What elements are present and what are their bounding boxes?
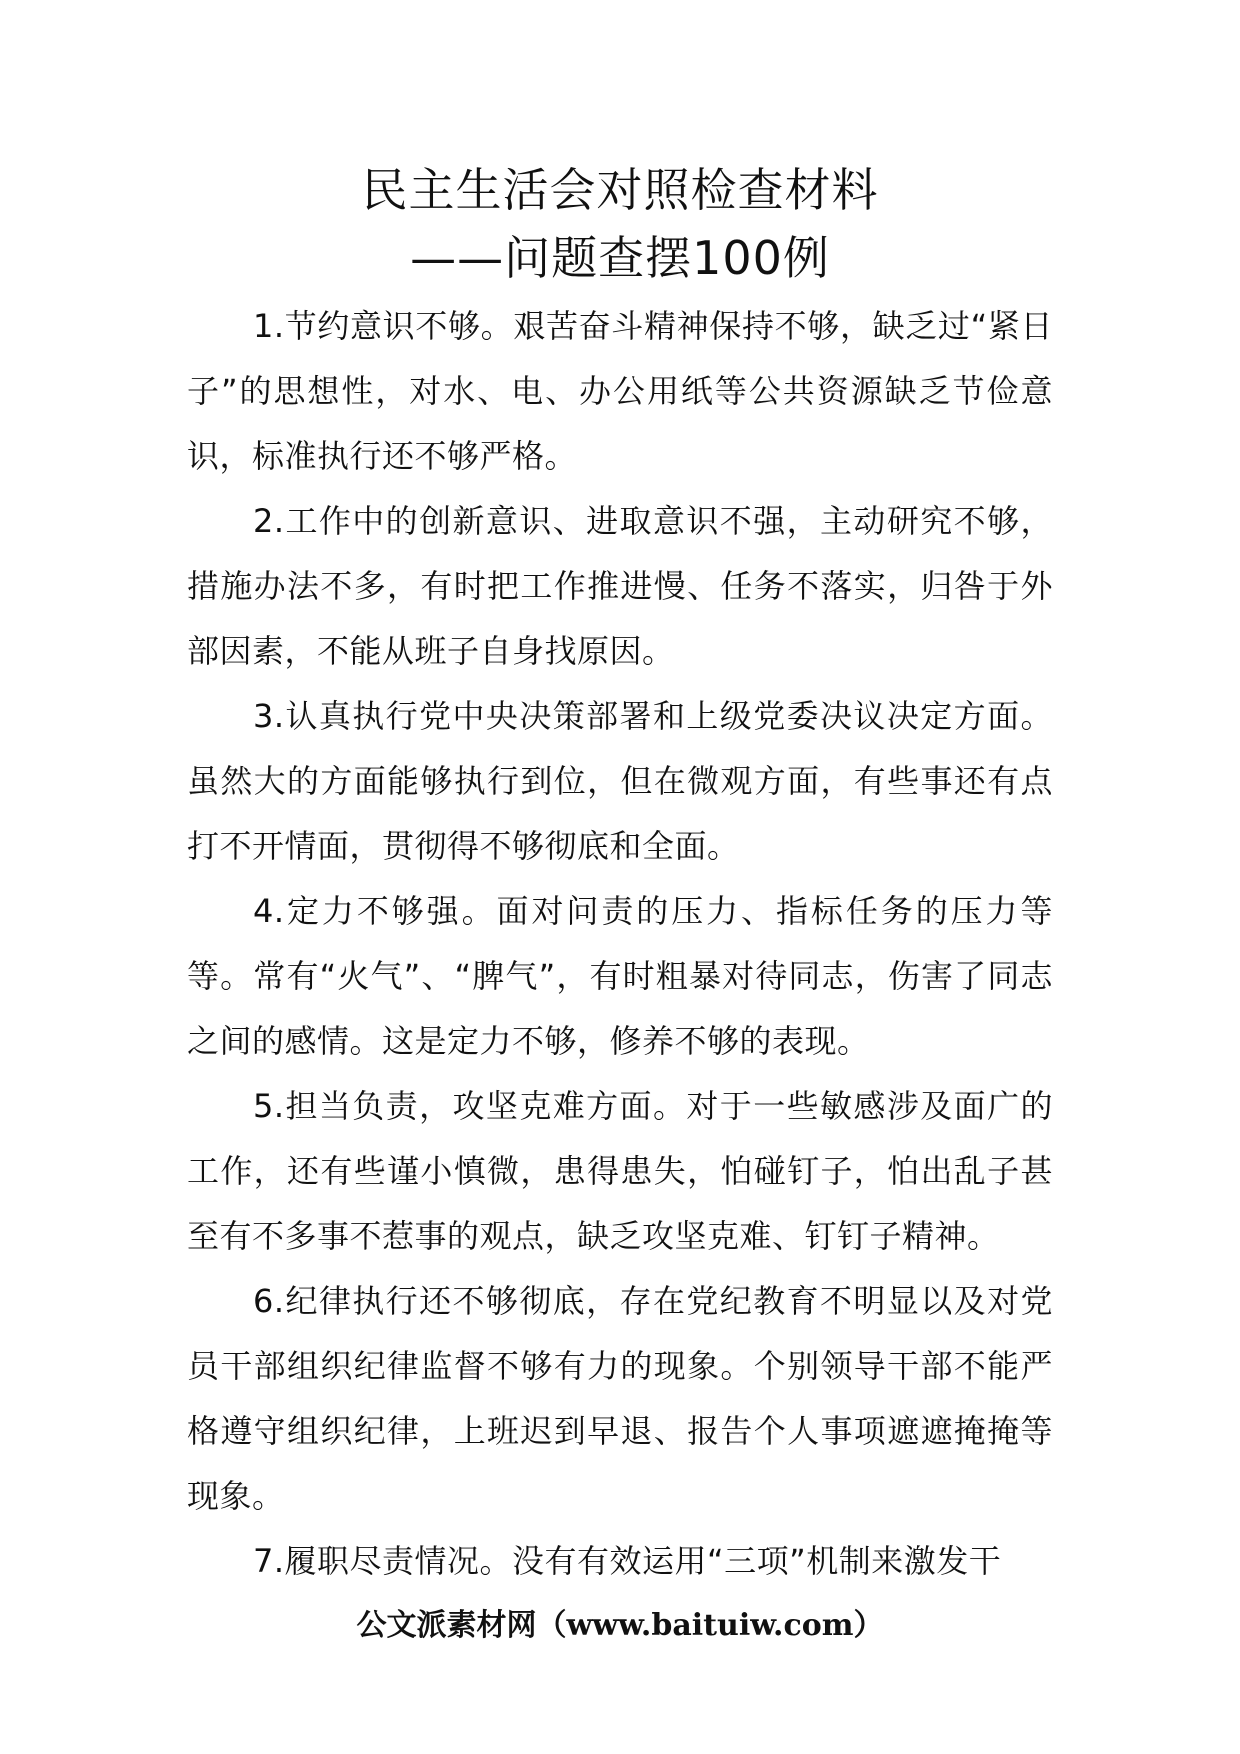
- page-footer-watermark: 公文派素材网（www.baituiw.com）: [356, 1608, 884, 1643]
- document-body: [187, 294, 1053, 1594]
- paragraph-3: 3.认真执行党中央决策部署和上级党委决议决定方面。虽然大的方面能够执行到位，但在微观方面，有些事还有点打不开情面，贯彻得不够彻底和全面。: [187, 697, 1053, 865]
- paragraph-4: 4.定力不够强。面对问责的压力、指标任务的压力等等。常有“火气”、“脾气”，有时粗暴对待同志，伤害了同志之间的感情。这是定力不够，修养不够的表现。: [187, 892, 1053, 1060]
- paragraph-5: 5.担当负责，攻坚克难方面。对于一些敏感涉及面广的工作，还有些谨小慎微，患得患失，怕碰钉子，怕出乱子甚至有不多事不惹事的观点，缺乏攻坚克难、钉钉子精神。: [187, 1087, 1053, 1255]
- paragraph-2: 2.工作中的创新意识、进取意识不强，主动研究不够，措施办法不多，有时把工作推进慢、任务不落实，归咎于外部因素，不能从班子自身找原因。: [187, 502, 1053, 670]
- document-title: 民主生活会对照检查材料: [361, 163, 879, 217]
- paragraph-1: 1.节约意识不够。艰苦奋斗精神保持不够，缺乏过“紧日子”的思想性，对水、电、办公用纸等公共资源缺乏节俭意识，标准执行还不够严格。: [187, 307, 1053, 475]
- paragraph-7: 7.履职尽责情况。没有有效运用“三项”机制来激发干: [253, 1542, 1002, 1580]
- paragraph-6: 6.纪律执行还不够彻底，存在党纪教育不明显以及对党员干部组织纪律监督不够有力的现象。个别领导干部不能严格遵守组织纪律，上班迟到早退、报告个人事项遮遮掩掩等现象。: [187, 1282, 1053, 1515]
- document-subtitle: ——问题查摆100例: [410, 231, 830, 285]
